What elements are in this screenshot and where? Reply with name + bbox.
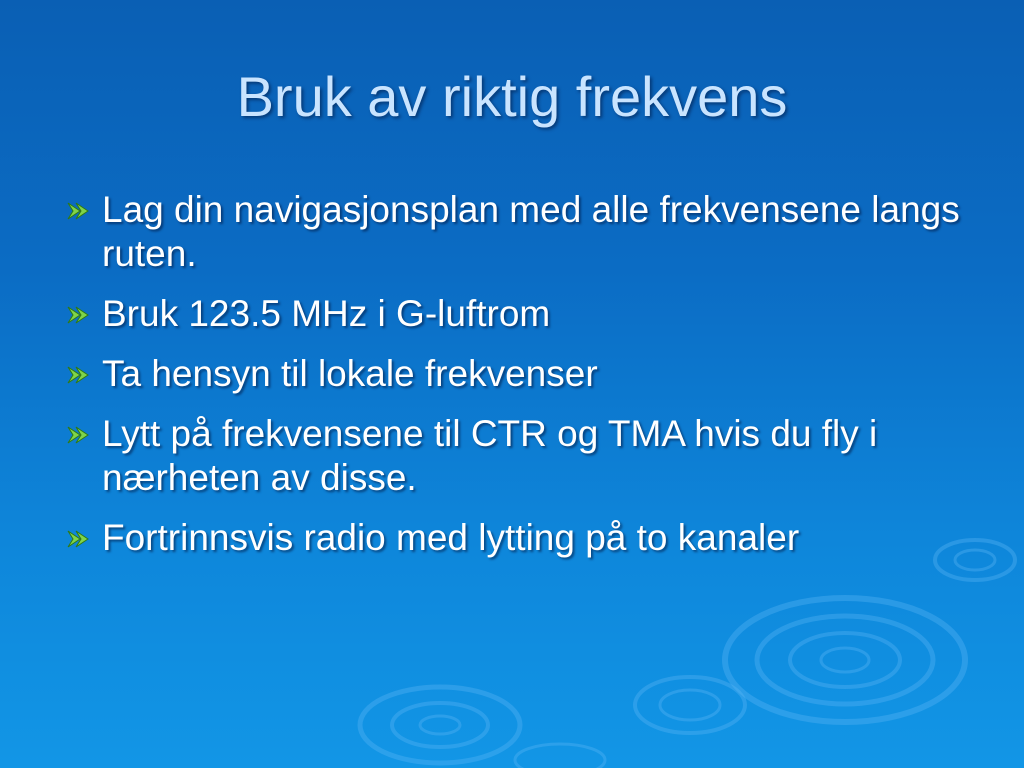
bullet-item	[66, 412, 986, 500]
bullet-list	[66, 188, 986, 576]
bullet-item	[66, 188, 986, 276]
bullet-text: Fortrinnsvis radio med lytting på to kanaler	[102, 517, 800, 558]
arrow-bullet-icon	[66, 201, 90, 221]
arrow-bullet-icon	[66, 425, 90, 445]
bullet-text: Ta hensyn til lokale frekvenser	[102, 353, 598, 394]
slide-title: Bruk av riktig frekvens	[236, 65, 788, 128]
bullet-item	[66, 352, 986, 396]
arrow-bullet-icon	[66, 529, 90, 549]
bullet-item	[66, 292, 986, 336]
arrow-bullet-icon	[66, 365, 90, 385]
bullet-text: Bruk 123.5 MHz i G-luftrom	[102, 293, 551, 334]
bullet-item	[66, 516, 986, 560]
bullet-text: Lytt på frekvensene til CTR og TMA hvis du fly i nærheten av disse.	[102, 413, 878, 498]
bullet-text: Lag din navigasjonsplan med alle frekvensene langs ruten.	[102, 189, 960, 274]
arrow-bullet-icon	[66, 305, 90, 325]
